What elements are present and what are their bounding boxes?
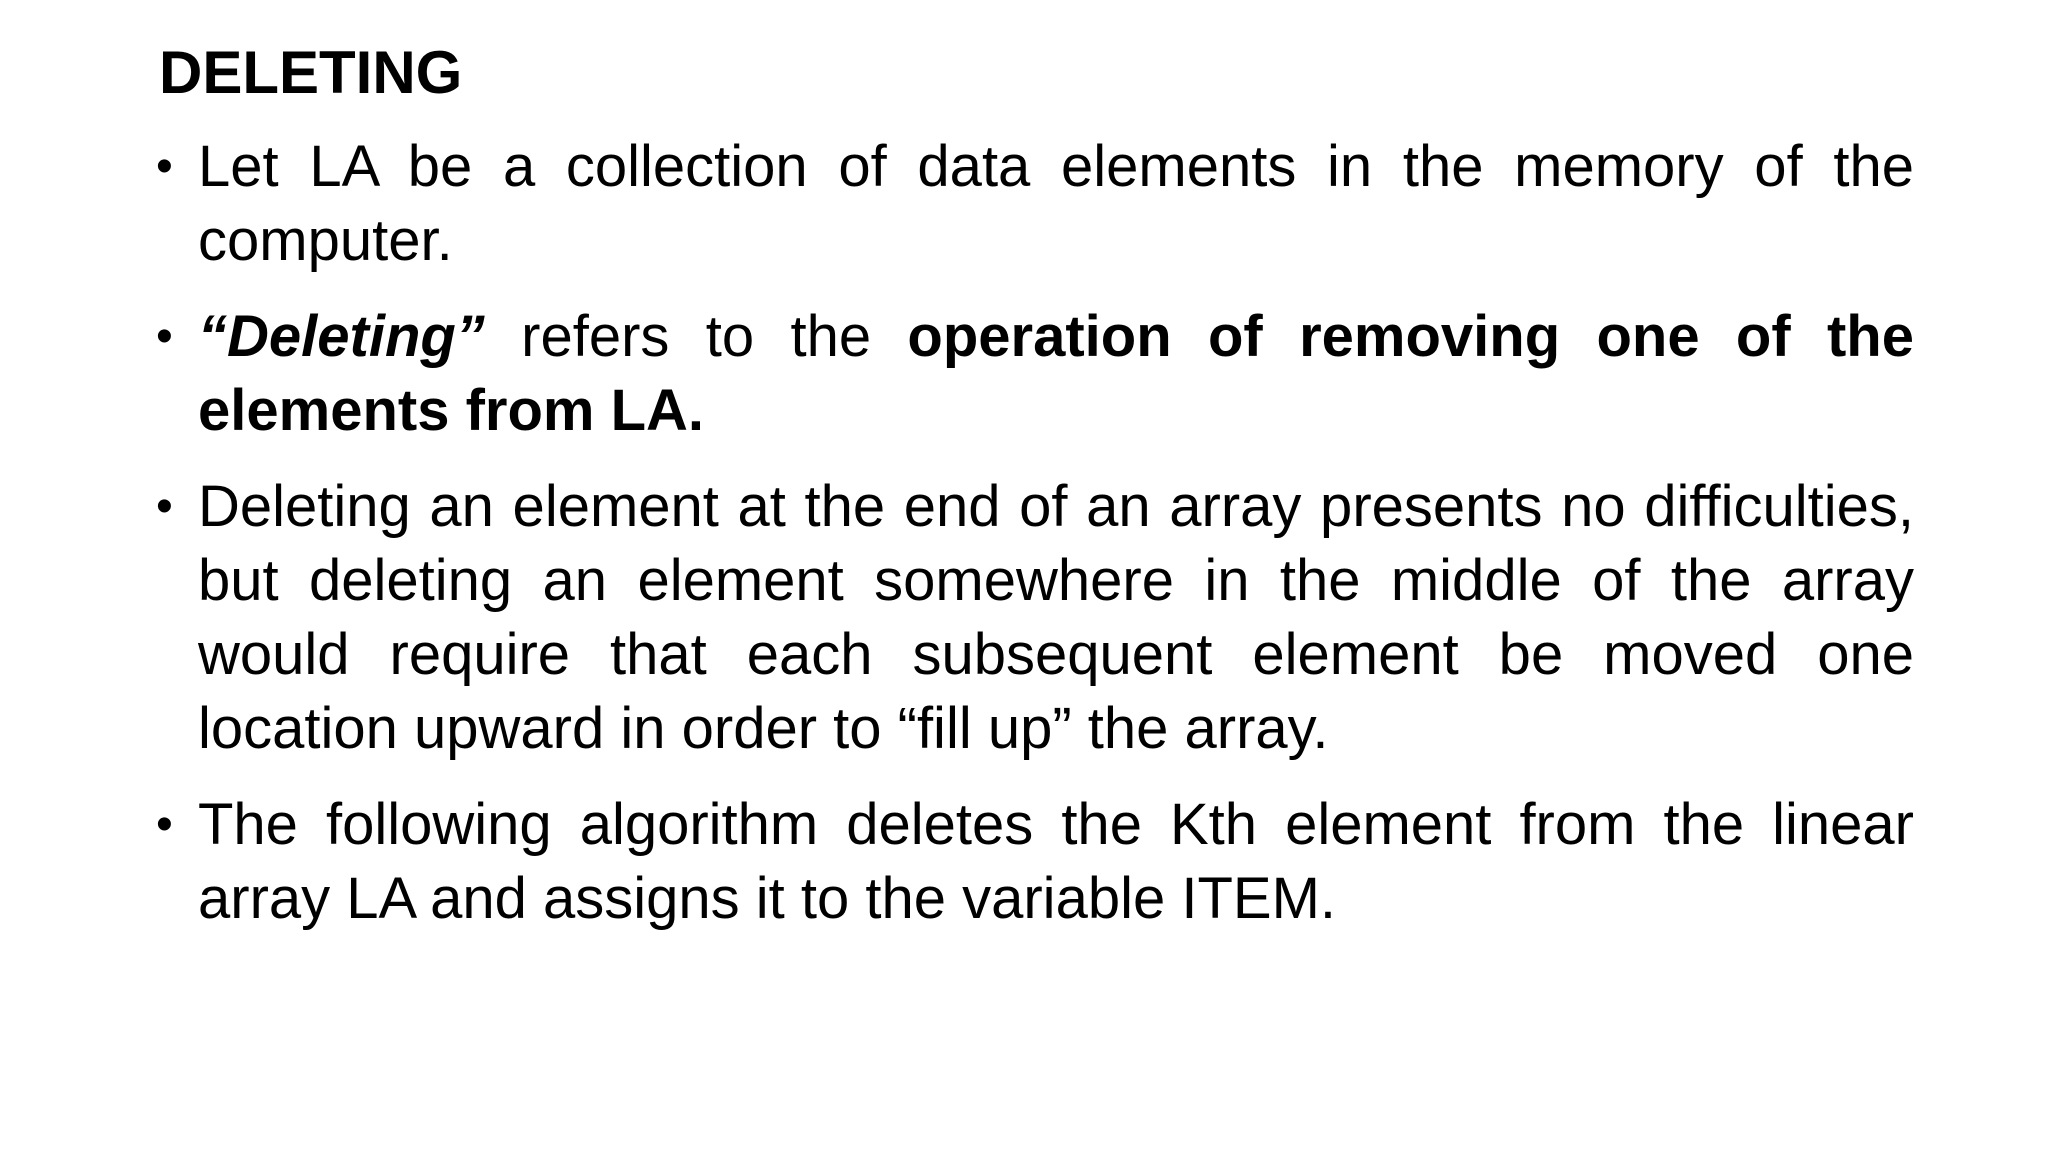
- bullet-text: Let LA be a collection of data elements in the memory of the computer.: [198, 134, 1914, 273]
- bullet-text: refers to the: [484, 304, 908, 369]
- bullet-item-algorithm-intro: [150, 788, 1914, 936]
- definition-emphasis: operation of removing one of the elements from LA.: [198, 304, 1914, 443]
- bullet-icon: •: [156, 480, 173, 533]
- term-deleting: “Deleting”: [198, 304, 485, 369]
- slide-title: DELETING: [159, 39, 463, 106]
- bullet-text: The following algorithm deletes the Kth element from the linear array LA and assigns it to the variable ITEM.: [198, 792, 1914, 931]
- bullet-icon: •: [156, 798, 173, 851]
- bullet-item-definition-la: [150, 130, 1914, 278]
- bullet-item-deleting-difficulty: [150, 470, 1914, 766]
- bullet-text: Deleting an element at the end of an array presents no difficulties, but deleting an element somewhere in the middle of the array would require that each subsequent element be moved one location upward in order to “fill up” the array.: [198, 474, 1914, 761]
- bullet-item-deleting-definition: [150, 300, 1914, 448]
- bullet-icon: •: [156, 140, 173, 193]
- bullet-list: [150, 130, 1914, 958]
- bullet-icon: •: [156, 310, 173, 363]
